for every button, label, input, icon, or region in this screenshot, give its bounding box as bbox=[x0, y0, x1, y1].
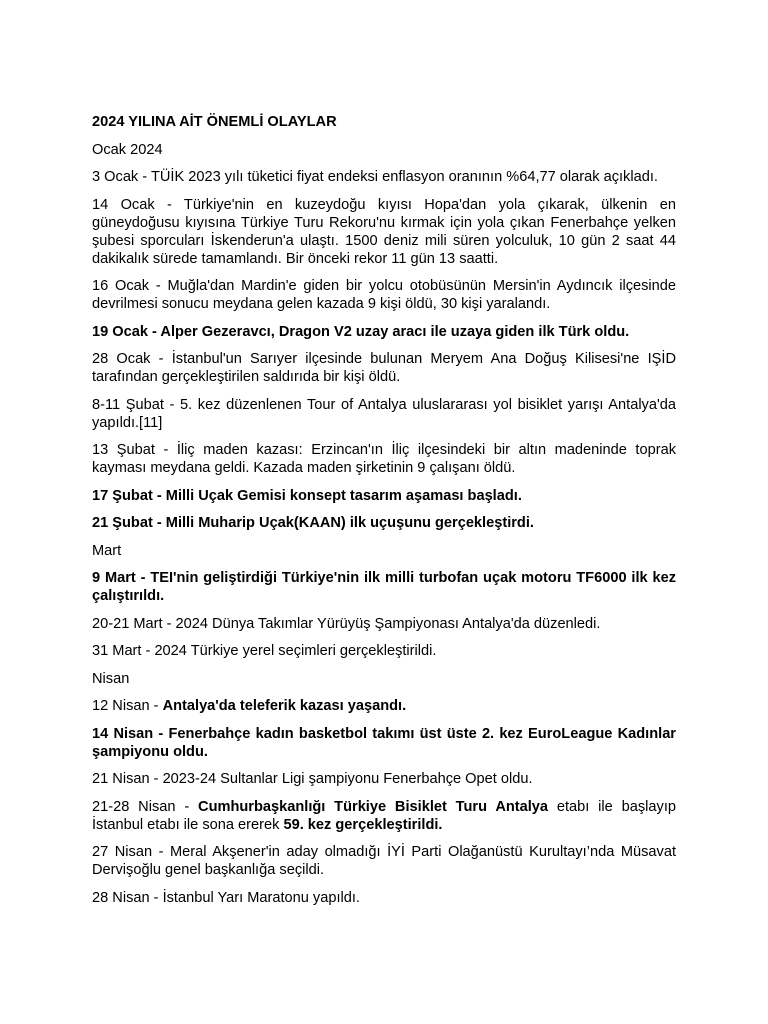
text-run: 28 Nisan - İstanbul Yarı Maratonu yapıldı. bbox=[92, 889, 360, 906]
text-run: Ocak 2024 bbox=[92, 141, 163, 158]
section-heading bbox=[92, 670, 676, 688]
event-paragraph bbox=[92, 350, 676, 386]
event-paragraph bbox=[92, 725, 676, 761]
text-run: 13 Şubat - İliç maden kazası: Erzincan'ın İliç ilçesindeki bir altın madeninde toprak kayması meydana geldi. Kazada maden şirketinin 9 çalışanı öldü. bbox=[92, 442, 676, 476]
document-page bbox=[92, 113, 676, 916]
bold-text-run: 17 Şubat - Milli Uçak Gemisi konsept tasarım aşaması başladı. bbox=[92, 487, 522, 504]
text-run: 8-11 Şubat - 5. kez düzenlenen Tour of Antalya uluslararası yol bisiklet yarışı Antalya'da yapıldı.[11] bbox=[92, 396, 676, 431]
document-body bbox=[92, 141, 676, 907]
event-paragraph bbox=[92, 569, 676, 605]
event-paragraph bbox=[92, 615, 676, 633]
event-paragraph bbox=[92, 770, 676, 788]
event-paragraph bbox=[92, 889, 676, 907]
document-title: 2024 YILINA AİT ÖNEMLİ OLAYLAR bbox=[92, 114, 337, 130]
event-paragraph bbox=[92, 196, 676, 268]
section-heading bbox=[92, 141, 676, 159]
bold-text-run: 19 Ocak - Alper Gezeravcı, Dragon V2 uzay aracı ile uzaya giden ilk Türk oldu. bbox=[92, 323, 630, 340]
text-run: 16 Ocak - Muğla'dan Mardin'e giden bir yolcu otobüsünün Mersin'in Aydıncık ilçesinde devrilmesi sonucu meydana gelen kazada 9 kişi öldü, 30 kişi yaralandı. bbox=[92, 278, 676, 312]
event-paragraph bbox=[92, 843, 676, 879]
bold-text-run: Antalya'da teleferik kazası yaşandı. bbox=[162, 698, 407, 714]
event-paragraph bbox=[92, 323, 676, 341]
text-run: 31 Mart - 2024 Türkiye yerel seçimleri gerçekleştirildi. bbox=[92, 643, 437, 659]
event-paragraph bbox=[92, 396, 676, 432]
event-paragraph bbox=[92, 514, 676, 532]
text-run: 14 Ocak - Türkiye'nin en kuzeydoğu kıyısı Hopa'dan yola çıkarak, ülkenin en güneydoğusu kıyısına Türkiye Turu Rekoru'nu kırmak için yola çıkan Fenerbahçe yelken şubesi sporcuları İskenderun'a ulaştı. 1500 deniz mili süren yolculuk, 10 gün 2 saat 44 dakikalık sürede tamamlandı. Bir önceki rekor 11 gün 13 saatti. bbox=[92, 196, 676, 267]
text-run: 28 Ocak - İstanbul'un Sarıyer ilçesinde bulunan Meryem Ana Doğuş Kilisesi'ne IŞİD tarafından gerçekleştirilen saldırıda bir kişi öldü. bbox=[92, 351, 676, 385]
text-run: Mart bbox=[92, 542, 122, 559]
event-paragraph bbox=[92, 697, 676, 715]
bold-text-run: 9 Mart - TEI'nin geliştirdiği Türkiye'nin ilk milli turbofan uçak motoru TF6000 ilk kez çalıştırıldı. bbox=[92, 570, 676, 604]
event-paragraph bbox=[92, 277, 676, 313]
event-paragraph bbox=[92, 441, 676, 477]
section-heading bbox=[92, 542, 676, 560]
text-run: 21-28 Nisan - bbox=[92, 798, 199, 815]
bold-text-run: 21 Şubat - Milli Muharip Uçak(KAAN) ilk uçuşunu gerçekleştirdi. bbox=[92, 515, 534, 531]
text-run: 12 Nisan - bbox=[92, 698, 163, 714]
event-paragraph bbox=[92, 168, 676, 186]
text-run: 27 Nisan - Meral Akşener'in aday olmadığı İYİ Parti Olağanüstü Kurultayı’nda Müsavat Dervişoğlu genel başkanlığa seçildi. bbox=[92, 844, 676, 878]
text-run: 21 Nisan - 2023-24 Sultanlar Ligi şampiyonu Fenerbahçe Opet oldu. bbox=[92, 771, 533, 787]
text-run: Nisan bbox=[92, 670, 130, 687]
bold-text-run: 14 Nisan - Fenerbahçe kadın basketbol takımı üst üste 2. kez EuroLeague Kadınlar şampiyonu oldu. bbox=[92, 725, 676, 760]
text-run: 20-21 Mart - 2024 Dünya Takımlar Yürüyüş Şampiyonası Antalya'da düzenledi. bbox=[92, 615, 601, 632]
event-paragraph bbox=[92, 642, 676, 660]
event-paragraph bbox=[92, 798, 676, 834]
text-run: 3 Ocak - TÜİK 2023 yılı tüketici fiyat endeksi enflasyon oranının %64,77 olarak açıkladı. bbox=[92, 169, 658, 185]
text-run: etabı ile başlayıp İstanbul etabı ile sona ererek bbox=[92, 798, 676, 833]
event-paragraph bbox=[92, 487, 676, 505]
bold-text-run: 59. kez gerçekleştirildi. bbox=[283, 816, 443, 833]
bold-text-run: Cumhurbaşkanlığı Türkiye Bisiklet Turu Antalya bbox=[198, 798, 549, 815]
